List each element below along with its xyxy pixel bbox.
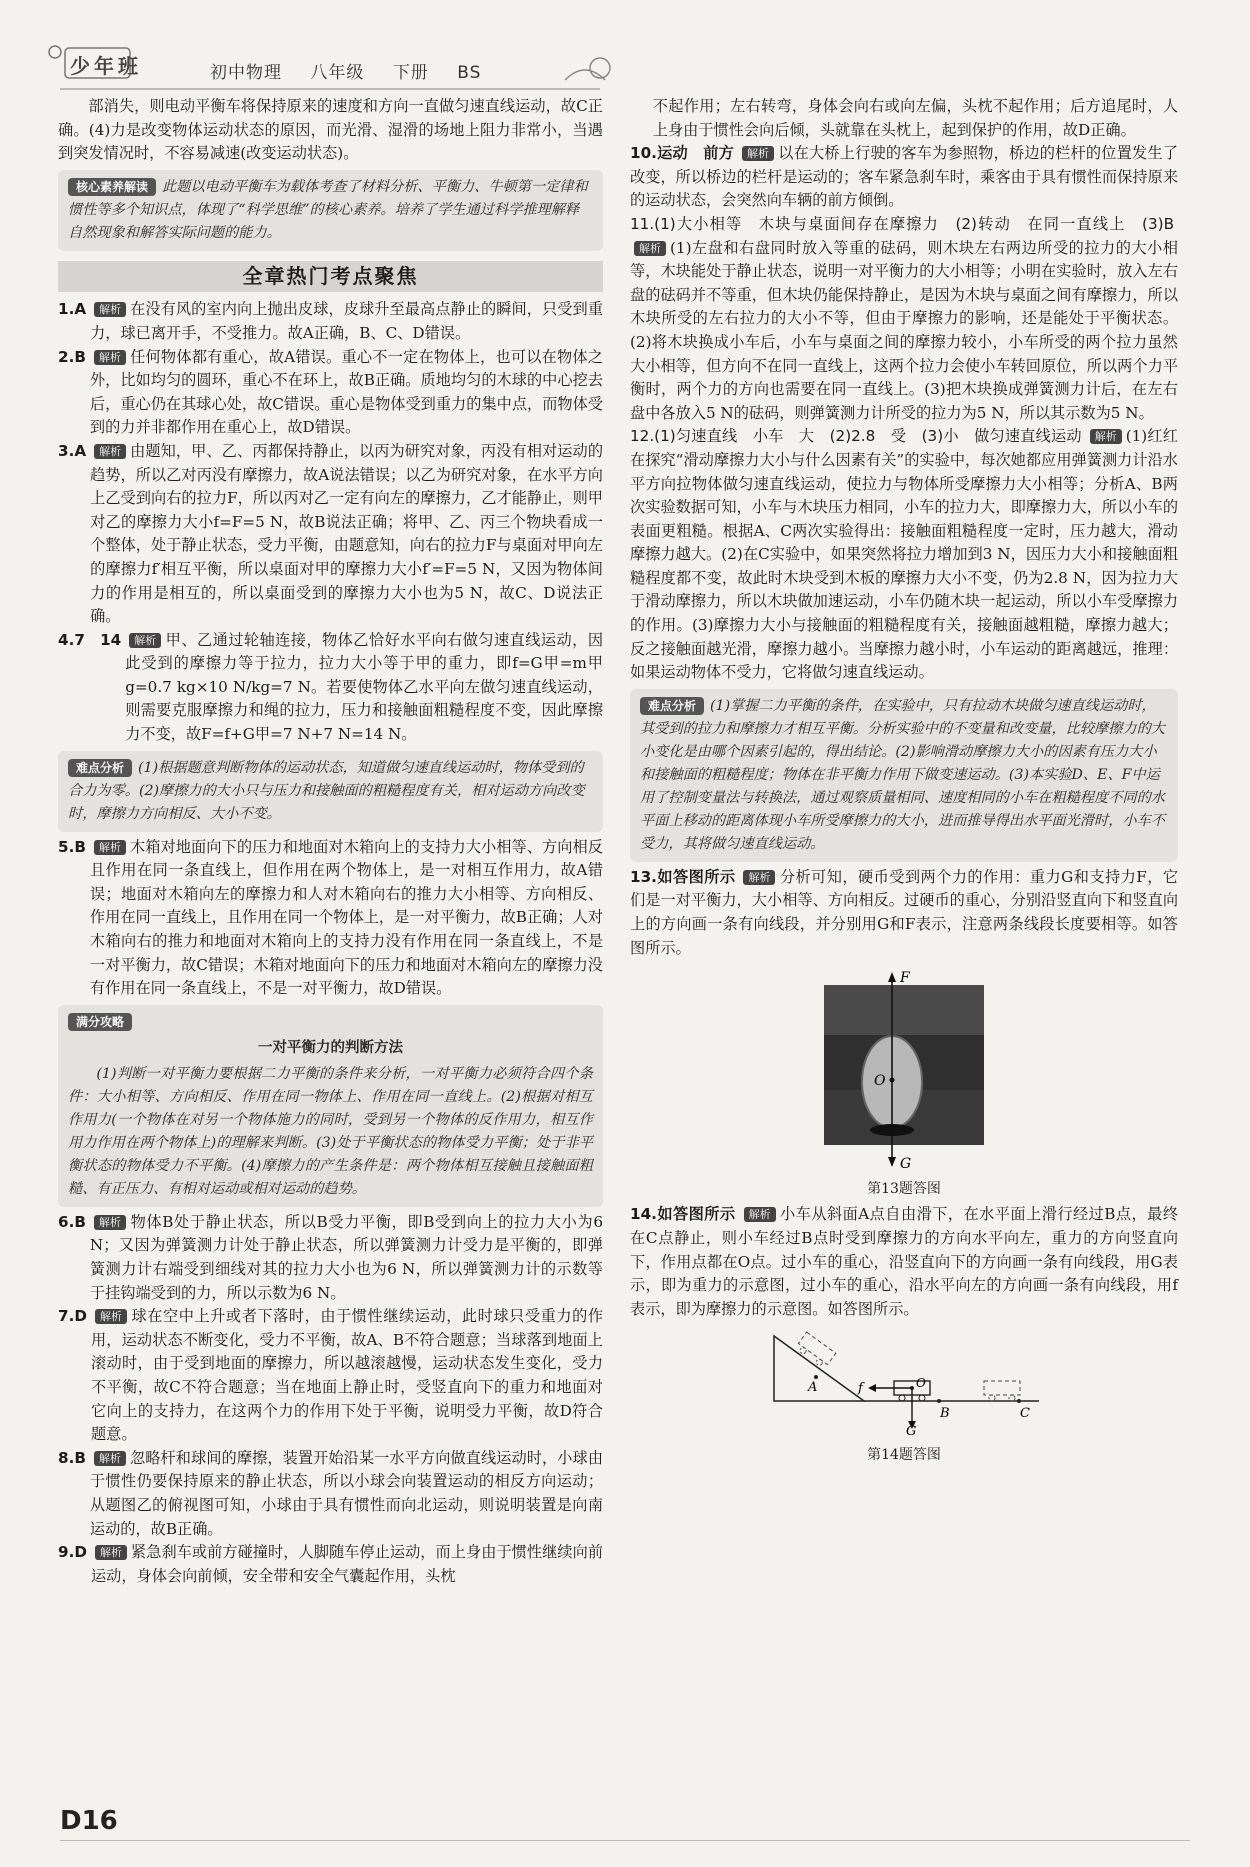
q12-answer: 12.(1)匀速直线 小车 大 (2)2.8 受 (3)小 做匀速直线运动 [630,427,1082,446]
difficulty-tag: 难点分析 [640,697,704,715]
label-A: A [808,1380,818,1396]
q7-answer: 7.D [58,1307,87,1326]
question-5 [58,836,603,1001]
page-number: D16 [60,1806,118,1836]
q6-text: 物体B处于静止状态，所以B受力平衡，即B受到向上的拉力大小为6 N；又因为弹簧测力计处于静止状态，所以弹簧测力计受力是平衡的，即弹簧测力计右端受到细线对其的拉力大小也为6 N，所以弹簧测力计的示数等于挂钩端受到的力，所以示数为6 N。 [89,1212,603,1302]
question-7 [58,1305,603,1447]
header-edition: BS [457,63,482,83]
q14-answer: 14.如答图所示 [630,1205,736,1224]
footer-rule [60,1840,1190,1841]
left-column [58,95,603,1588]
q13-answer: 13.如答图所示 [630,867,736,886]
q11-text: (1)左盘和右盘同时放入等重的砝码，则木块左右两边所受的拉力的大小相等，木块能处于静止状态，说明一对平衡力的大小相等；小明在实验时，放入左右盘的砝码并不等重，但木块仍能保持静止，是因为木块与桌面之间有摩擦力，所以木块所受的左右拉力的大小不等，但由于摩擦力的影响，还是能处于平衡状态。(2)将木块换成小车后，小车与桌面之间的摩擦力较小，小车所受的两个拉力虽然大小相等，但方向不在同一直线上，这两个拉力会使小车转回原位，所以两个力平衡时，两个力的方向也需要在同一直线上。(3)把木块换成弹簧测力计后，在左右盘中各放入5 N的砝码，则弹簧测力计所受的拉力为5 N，所以其示数为5 N。 [630,238,1178,422]
question-10 [630,142,1178,213]
figure-14-caption: 第14题答图 [867,1446,941,1463]
q7-text: 球在空中上升或者下落时，由于惯性继续运动，此时球只受重力的作用，运动状态不断变化，受力不平衡，故A、B不符合题意；当球落到地面上滚动时，由于受到地面的摩擦力，所以越滚越慢，运动状态发生变化，受力不平衡，故C不符合题意；当在地面上静止时，受竖直向下的重力和地面对它向上的支持力，在这两个力的作用下处于平衡，说明受力平衡，故D符合题意。 [90,1307,603,1444]
label-G: G [900,1156,912,1171]
difficulty-tag: 难点分析 [68,759,132,777]
q12-difficulty-box [630,689,1178,862]
question-9 [58,1541,603,1588]
q5-text: 木箱对地面向下的压力和地面对木箱向上的支持力大小相等、方向相反且作用在同一条直线上，但作用在两个物体上，是一对相互作用力，故A错误；地面对木箱向左的摩擦力和人对木箱向右的推力大小相等、方向相反、作用在同一直线上，且作用在同一个物体上，是一对平衡力，故B正确；人对木箱向右的推力和地面对木箱向上的支持力没有作用在同一条直线上，不是一对平衡力，故C错误；木箱对地面向下的压力和地面对木箱向左的摩擦力没有作用在同一条直线上，不是一对平衡力，故D错误。 [89,837,603,998]
intro-text: 部消失，则电动平衡车将保持原来的速度和方向一直做匀速直线运动，故C正确。(4)力是改变物体运动状态的原因，而光滑、湿滑的场地上阻力非常小，当遇到突发情况时，不容易减速(改变运动状态)。 [58,97,603,163]
coin-force-diagram [804,970,1004,1170]
header-decoration-icon [560,50,620,90]
label-C: C [1020,1406,1030,1422]
label-F: F [900,970,910,987]
q4-note: (1)根据题意判断物体的运动状态，知道做匀速直线运动时，物体受到的合力为零。(2)摩擦力的大小只与压力和接触面的粗糙程度有关，相对运动方向改变时，摩擦力方向相反、大小不变。 [68,759,585,822]
analysis-tag: 解析 [95,1309,127,1324]
question-4 [58,629,603,747]
analysis-tag: 解析 [94,840,126,855]
q10-text: 以在大桥上行驶的客车为参照物，桥边的栏杆的位置发生了改变，所以桥边的栏杆是运动的；客车紧急刹车时，乘客由于具有惯性而保持原来的运动状态，会突然向车辆的前方倾倒。 [630,144,1179,210]
analysis-tag: 解析 [1090,429,1122,444]
q4-answer: 4.7 14 [58,630,122,649]
q2-text: 任何物体都有重心，故A错误。重心不一定在物体上，也可以在物体之外，比如均匀的圆环，重心不在环上，故B正确。质地均匀的木球的中心挖去后，重心仍在其球心处，故C错误。重心是物体受到重力的集中点，而物体受到的力并非都作用在重心上，故D错误。 [89,347,603,437]
figure-13-caption: 第13题答图 [867,1180,941,1197]
q5-answer: 5.B [58,837,86,856]
header-rule [60,88,600,90]
q9-answer: 9.D [58,1543,87,1562]
analysis-tag: 解析 [742,146,774,161]
header-meta [210,58,503,83]
header-subject: 初中物理 [210,63,282,83]
label-B: B [940,1406,950,1422]
analysis-tag: 解析 [94,1451,126,1466]
question-11 [630,213,1178,425]
label-O: O [916,1376,926,1391]
full-score-box [58,1005,603,1207]
question-2 [58,346,603,440]
figure-14 [764,1331,1044,1467]
analysis-tag: 解析 [129,633,161,648]
q9-continued: 不起作用；左右转弯，身体会向右或向左偏，头枕不起作用；后方追尾时，人上身由于惯性会向后倾，头就靠在头枕上，起到保护的作用，故D正确。 [652,97,1178,139]
analysis-tag: 解析 [743,870,775,885]
method-text: (1)判断一对平衡力要根据二力平衡的条件来分析，一对平衡力必须符合四个条件：大小相等、方向相反、作用在同一物体上、作用在同一直线上。(2)根据对相互作用力(一个物体在对另一个物体施力的同时，受到另一个物体的反作用力，相互作用力作用在两个物体上)的理解来判断。(3)处于平衡状态的物体受力平衡；处于非平衡状态的物体受力不平衡。(4)摩擦力的产生条件是：两个物体相互接触且接触面粗糙、有正压力、有相对运动或相对运动的趋势。 [68,1065,593,1197]
question-12 [630,425,1178,685]
q6-answer: 6.B [58,1212,86,1231]
analysis-tag: 解析 [94,350,126,365]
brand-name: 少年班 [70,54,142,78]
q1-answer: 1.A [58,300,87,319]
q4-text: 甲、乙通过轮轴连接，物体乙恰好水平向右做匀速直线运动，因此受到的摩擦力等于拉力，拉力大小等于甲的重力，即f=G甲=m甲g=0.7 kg×10 N/kg=7 N。若要使物体乙水平向左做匀速直线运动，则需要克服摩擦力和绳的拉力，压力和接触面粗糙程度不变，因此摩擦力不变，故F=f+G甲=7 N+7 N=14 N。 [125,630,603,744]
question-13 [630,866,1178,960]
core-literacy-box [58,170,603,251]
q14-text: 小车从斜面A点自由滑下，在水平面上滑行经过B点，最终在C点静止，则小车经过B点时受到摩擦力的方向水平向左，重力的方向竖直向下，作用点都在O点。过小车的重心，沿竖直向下的方向画一条有向线段，用G表示，即为重力的示意图，过小车的重心，沿水平向左的方向画一条有向线段，用f表示，即为摩擦力的示意图。如答图所示。 [630,1205,1179,1318]
question-6 [58,1211,603,1305]
page-header [0,0,1250,95]
core-literacy-text: 此题以电动平衡车为载体考查了材料分析、平衡力、牛顿第一定律和惯性等多个知识点，体现了“科学思维”的核心素养。培养了学生通过科学推理解释自然现象和解答实际问题的能力。 [68,178,588,241]
analysis-tag: 解析 [634,241,666,256]
analysis-tag: 解析 [94,302,126,317]
label-O: O [874,1073,886,1090]
q3-answer: 3.A [58,441,87,460]
question-14 [630,1203,1178,1321]
full-score-tag: 满分攻略 [68,1013,132,1031]
q11-answer: 11.(1)大小相等 木块与桌面间存在摩擦力 (2)转动 在同一直线上 (3)B [630,214,1174,233]
analysis-tag: 解析 [744,1207,776,1222]
q12-note: (1)掌握二力平衡的条件，在实验中，只有拉动木块做匀速直线运动时，其受到的拉力和摩擦力才相互平衡。分析实验中的不变量和改变量，比较摩擦力的大小变化是由哪个因素引起的，得出结论。(2)影响滑动摩擦力大小的因素有压力大小和接触面的粗糙程度；物体在非平衡力作用下做变速运动。(3)本实验D、E、F中运用了控制变量法与转换法，通过观察质量相同、速度相同的小车在粗糙程度不同的水平面上移动的距离体现小车所受摩擦力的大小，进而推导得出水平面光滑时，小车不受力，其将做匀速直线运动。 [640,697,1165,852]
q3-text: 由题知，甲、乙、丙都保持静止，以丙为研究对象，丙没有相对运动的趋势，所以乙对丙没有摩擦力，故A说法错误；以乙为研究对象，在水平方向上乙受到向右的拉力F，所以丙对乙一定有向左的摩擦力，乙才能静止，则甲对乙的摩擦力大小f=F=5 N，故B说法正确；将甲、乙、丙三个物块看成一个整体，处于静止状态，受力平衡，由题意知，向右的拉力F与桌面对甲向左的摩擦力f′相互平衡，所以桌面对甲的摩擦力大小f′=F=5 N，又因为物体间力的作用是相互的，所以桌面受到的摩擦力大小也为5 N，故C、D说法正确。 [90,441,603,626]
header-term: 下册 [392,63,429,83]
question-1 [58,298,603,345]
q1-text: 在没有风的室内向上抛出皮球，皮球升至最高点静止的瞬间，只受到重力，球已离开手，不受推力。故A正确，B、C、D错误。 [90,300,603,342]
q10-answer: 10.运动 前方 [630,144,735,163]
question-3 [58,440,603,629]
q13-text: 分析可知，硬币受到两个力的作用：重力G和支持力F，它们是一对平衡力，大小相等、方向相反。过硬币的重心，分别沿竖直向下和竖直向上的方向画一条有向线段，并分别用G和F表示，注意两条线段长度要相等。如答图所示。 [630,867,1179,957]
label-f: f [858,1381,863,1397]
question-8 [58,1447,603,1541]
right-column [630,95,1178,1470]
q2-answer: 2.B [58,347,86,366]
core-literacy-tag: 核心素养解读 [68,178,156,196]
q8-answer: 8.B [58,1448,86,1467]
incline-cart-diagram [764,1331,1044,1436]
figure-13 [804,970,1004,1201]
section-title: 全章热门考点聚焦 [58,261,603,293]
q8-text: 忽略杆和球间的摩擦，装置开始沿某一水平方向做直线运动时，小球由于惯性仍要保持原来的静止状态，所以小球会向装置运动的相反方向运动；从题图乙的俯视图可知，小球由于具有惯性而向北运动，则说明装置是向南运动的，故B正确。 [89,1448,603,1538]
q9-text: 紧急刹车或前方碰撞时，人脚随车停止运动，而上身由于惯性继续向前运动，身体会向前倾，安全带和安全气囊起作用，头枕 [90,1543,603,1585]
analysis-tag: 解析 [94,1215,126,1230]
q12-text: (1)红红在探究“滑动摩擦力大小与什么因素有关”的实验中，每次她都应用弹簧测力计沿水平方向拉物体做匀速直线运动，使拉力与物体所受摩擦力大小相等；分析A、B两次实验数据可知，小车与木块压力相同，小车的拉力大，即摩擦力大，所以小车的表面更粗糙。根据A、C两次实验得出：接触面粗糙程度一定时，压力越大，滑动摩擦力越大。(2)在C实验中，如果突然将拉力增加到3 N，因压力大小和接触面粗糙程度都不变，故此时木块受到木板的摩擦力大小不变，仍为2.8 N，因为拉力大于滑动摩擦力，所以木块做加速运动，小车仍随木块一起运动，所以小车受摩擦力的作用。(3)摩擦力大小与接触面的粗糙程度有关，接触面越粗糙，摩擦力越大；反之接触面越光滑，摩擦力越小。当摩擦力越小时，小车运动的距离越远，推理：如果运动物体不受力，它将做匀速直线运动。 [630,427,1178,682]
method-title: 一对平衡力的判断方法 [258,1038,403,1056]
q4-difficulty-box [58,751,603,832]
analysis-tag: 解析 [94,444,126,459]
label-G: G [906,1424,917,1437]
analysis-tag: 解析 [95,1545,127,1560]
header-grade: 八年级 [310,63,365,83]
